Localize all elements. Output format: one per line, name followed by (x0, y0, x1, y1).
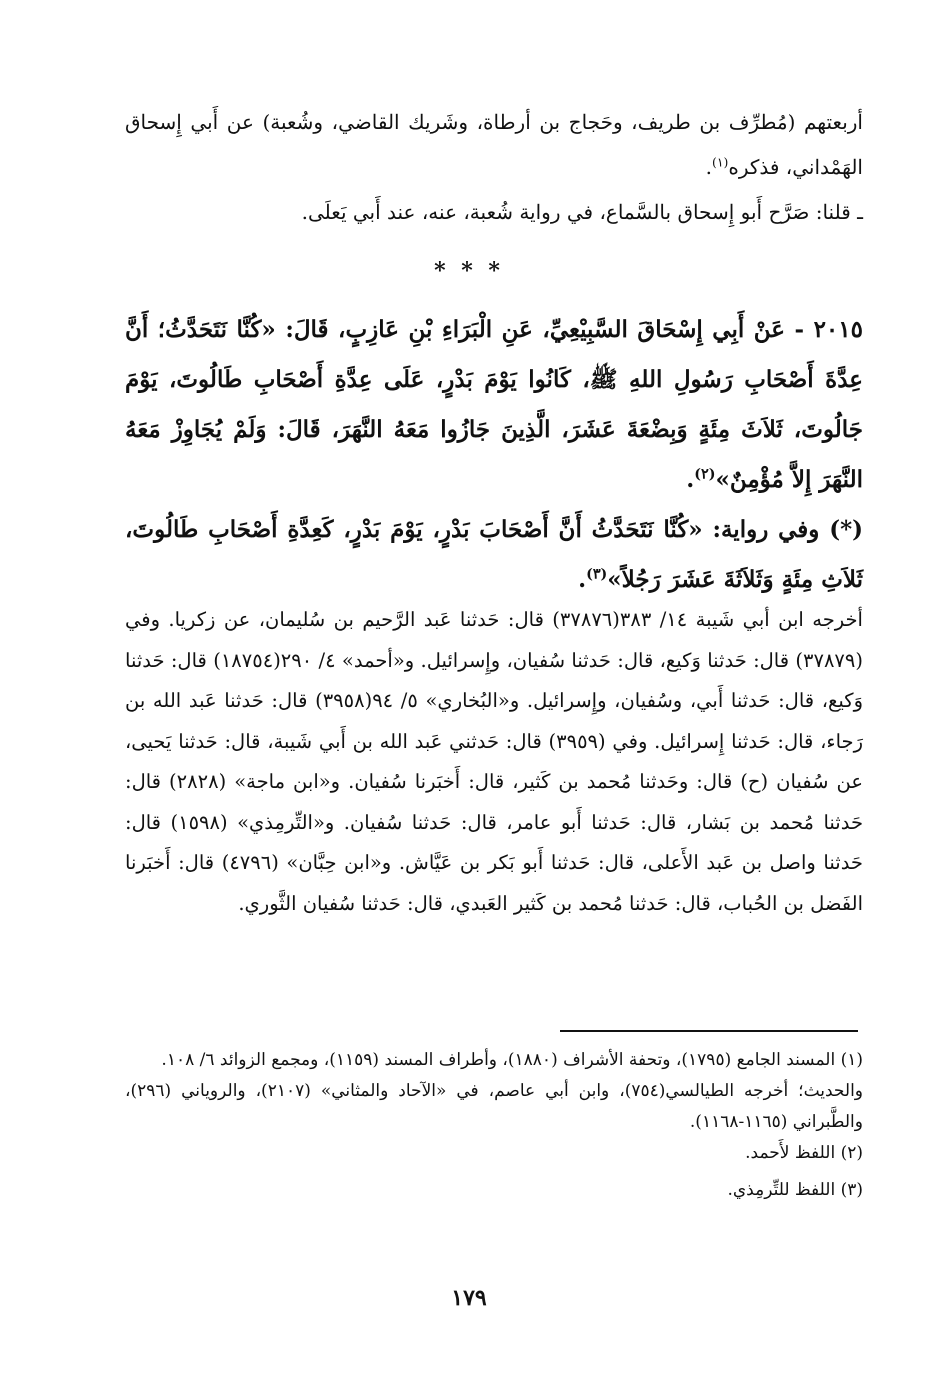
footnote-ref-1: (١) (712, 154, 729, 170)
variant-period: . (578, 566, 587, 593)
hadith-variant (125, 505, 863, 605)
intro-text: أربعتهم (مُطرِّف بن طريف، وحَجاج بن أرطاة، وشَريك القاضي، وشُعبة) عن أَبي إِسحاق الهَمْداني، فذكره (125, 110, 863, 179)
footnote-divider (560, 1030, 858, 1032)
footnotes-section (125, 1045, 863, 1206)
footnote-2: (٢) اللفظ لأَحمد. (745, 1143, 863, 1163)
intro-period: . (705, 155, 713, 179)
hadith-chain: عَنْ أَبِي إِسْحَاقَ السَّبِيْعِيِّ، عَنِ الْبَرَاءِ بْنِ عَازِبٍ، قَالَ: (285, 316, 785, 343)
hadith-number: ٢٠١٥ - (794, 316, 863, 343)
footnote-ref-3: (٣) (586, 566, 608, 583)
takhrij-paragraph: أخرجه ابن أبي شَيبة ١٤/ ٣٨٣(٣٧٨٧٦) قال: حَدثنا عَبد الرَّحيم بن سُليمان، عن زكريا. وفي (٣٧٨٧٩) قال: حَدثنا وَكيع، قال: حَدثنا سُفيان، وإِسرائيل. و«أحمد» ٤/ ٢٩٠(١٨٧٥٤) قال: حَدثنا وَكيع، قال: حَدثنا أَبي، وسُفيان، وإِسرائيل. و«البُخاري» ٥/ ٩٤(٣٩٥٨) قال: حَدثنا عَبد الله بن رَجاء، قال: حَدثنا إِسرائيل. وفي (٣٩٥٩) قال: حَدثني عَبد الله بن أَبي شَيبة، قال: حَدثنا يَحيى، عن سُفيان (ح) قال: وحَدثنا مُحمد بن كَثير، قال: أَخبَرنا سُفيان. و«ابن ماجة» (٢٨٢٨) قال: حَدثنا مُحمد بن بَشار، قال: حَدثنا أَبو عامر، قال: حَدثنا سُفيان. و«التِّرمِذي» (١٥٩٨) قال: حَدثنا واصل بن عَبد الأَعلى، قال: حَدثنا أَبو بَكر بن عَيَّاش. و«ابن حِبَّان» (٤٧٩٦) قال: أَخبَرنا الفَضل بن الحُباب، قال: حَدثنا مُحمد بن كَثير العَبدي، قال: حَدثنا سُفيان الثَّوري. (125, 608, 864, 915)
page-number: ١٧٩ (451, 1285, 487, 1311)
section-separator: * * * (434, 258, 504, 284)
hadith-text: «كُنَّا نَتَحَدَّثُ؛ أَنَّ عِدَّةَ أَصْحَابِ رَسُولِ اللهِ ﷺ، كَانُوا يَوْمَ بَدْرٍ، عَلَى عِدَّةِ أَصْحَابِ طَالُوتَ، يَوْمَ جَالُوتَ، ثَلاَثَ مِئَةٍ وَبِضْعَةَ عَشَرَ، الَّذِينَ جَازُوا مَعَهُ النَّهَرَ، قَالَ: وَلَمْ يُجَاوِزْ مَعَهُ النَّهَرَ إِلاَّ مُؤْمِنٌ» (125, 316, 863, 493)
intro-section (125, 100, 863, 235)
footnote-1-continuation: والحديث؛ أخرجه الطيالسي(٧٥٤)، وابن أبي عاصم، في «الآحاد والمثاني» (٢١٠٧)، والروياني (٢٩٦)، والطَّبراني (١١٦٥-١١٦٨). (125, 1081, 864, 1132)
takhrij-section (125, 600, 863, 924)
hadith-period: . (686, 466, 695, 493)
footnote-ref-2: (٢) (694, 466, 716, 483)
variant-text: (*) وفي رواية: «كُنَّا نَتَحَدَّثُ أَنَّ أَصْحَابَ بَدْرٍ، يَوْمَ بَدْرٍ، كَعِدَّةِ أَصْحَابِ طَالُوتَ، ثَلاَثِ مِئَةٍ وَثَلاَثَةَ عَشَرَ رَجُلاً» (125, 516, 863, 593)
scholar-note: ـ قلنا: صَرَّح أَبو إِسحاق بالسَّماع، في رواية شُعبة، عنه، عند أَبي يَعلَى. (301, 200, 863, 224)
hadith-paragraph (125, 305, 863, 505)
footnote-3: (٣) اللفظ للتِّرمِذي. (727, 1180, 863, 1200)
footnote-1: (١) المسند الجامع (١٧٩٥)، وتحفة الأشراف (١٨٨٠)، وأطراف المسند (١١٥٩)، ومجمع الزوائد ٦/ ١٠٨. (161, 1050, 863, 1070)
hadith-section (125, 305, 863, 605)
intro-paragraph (125, 100, 863, 190)
